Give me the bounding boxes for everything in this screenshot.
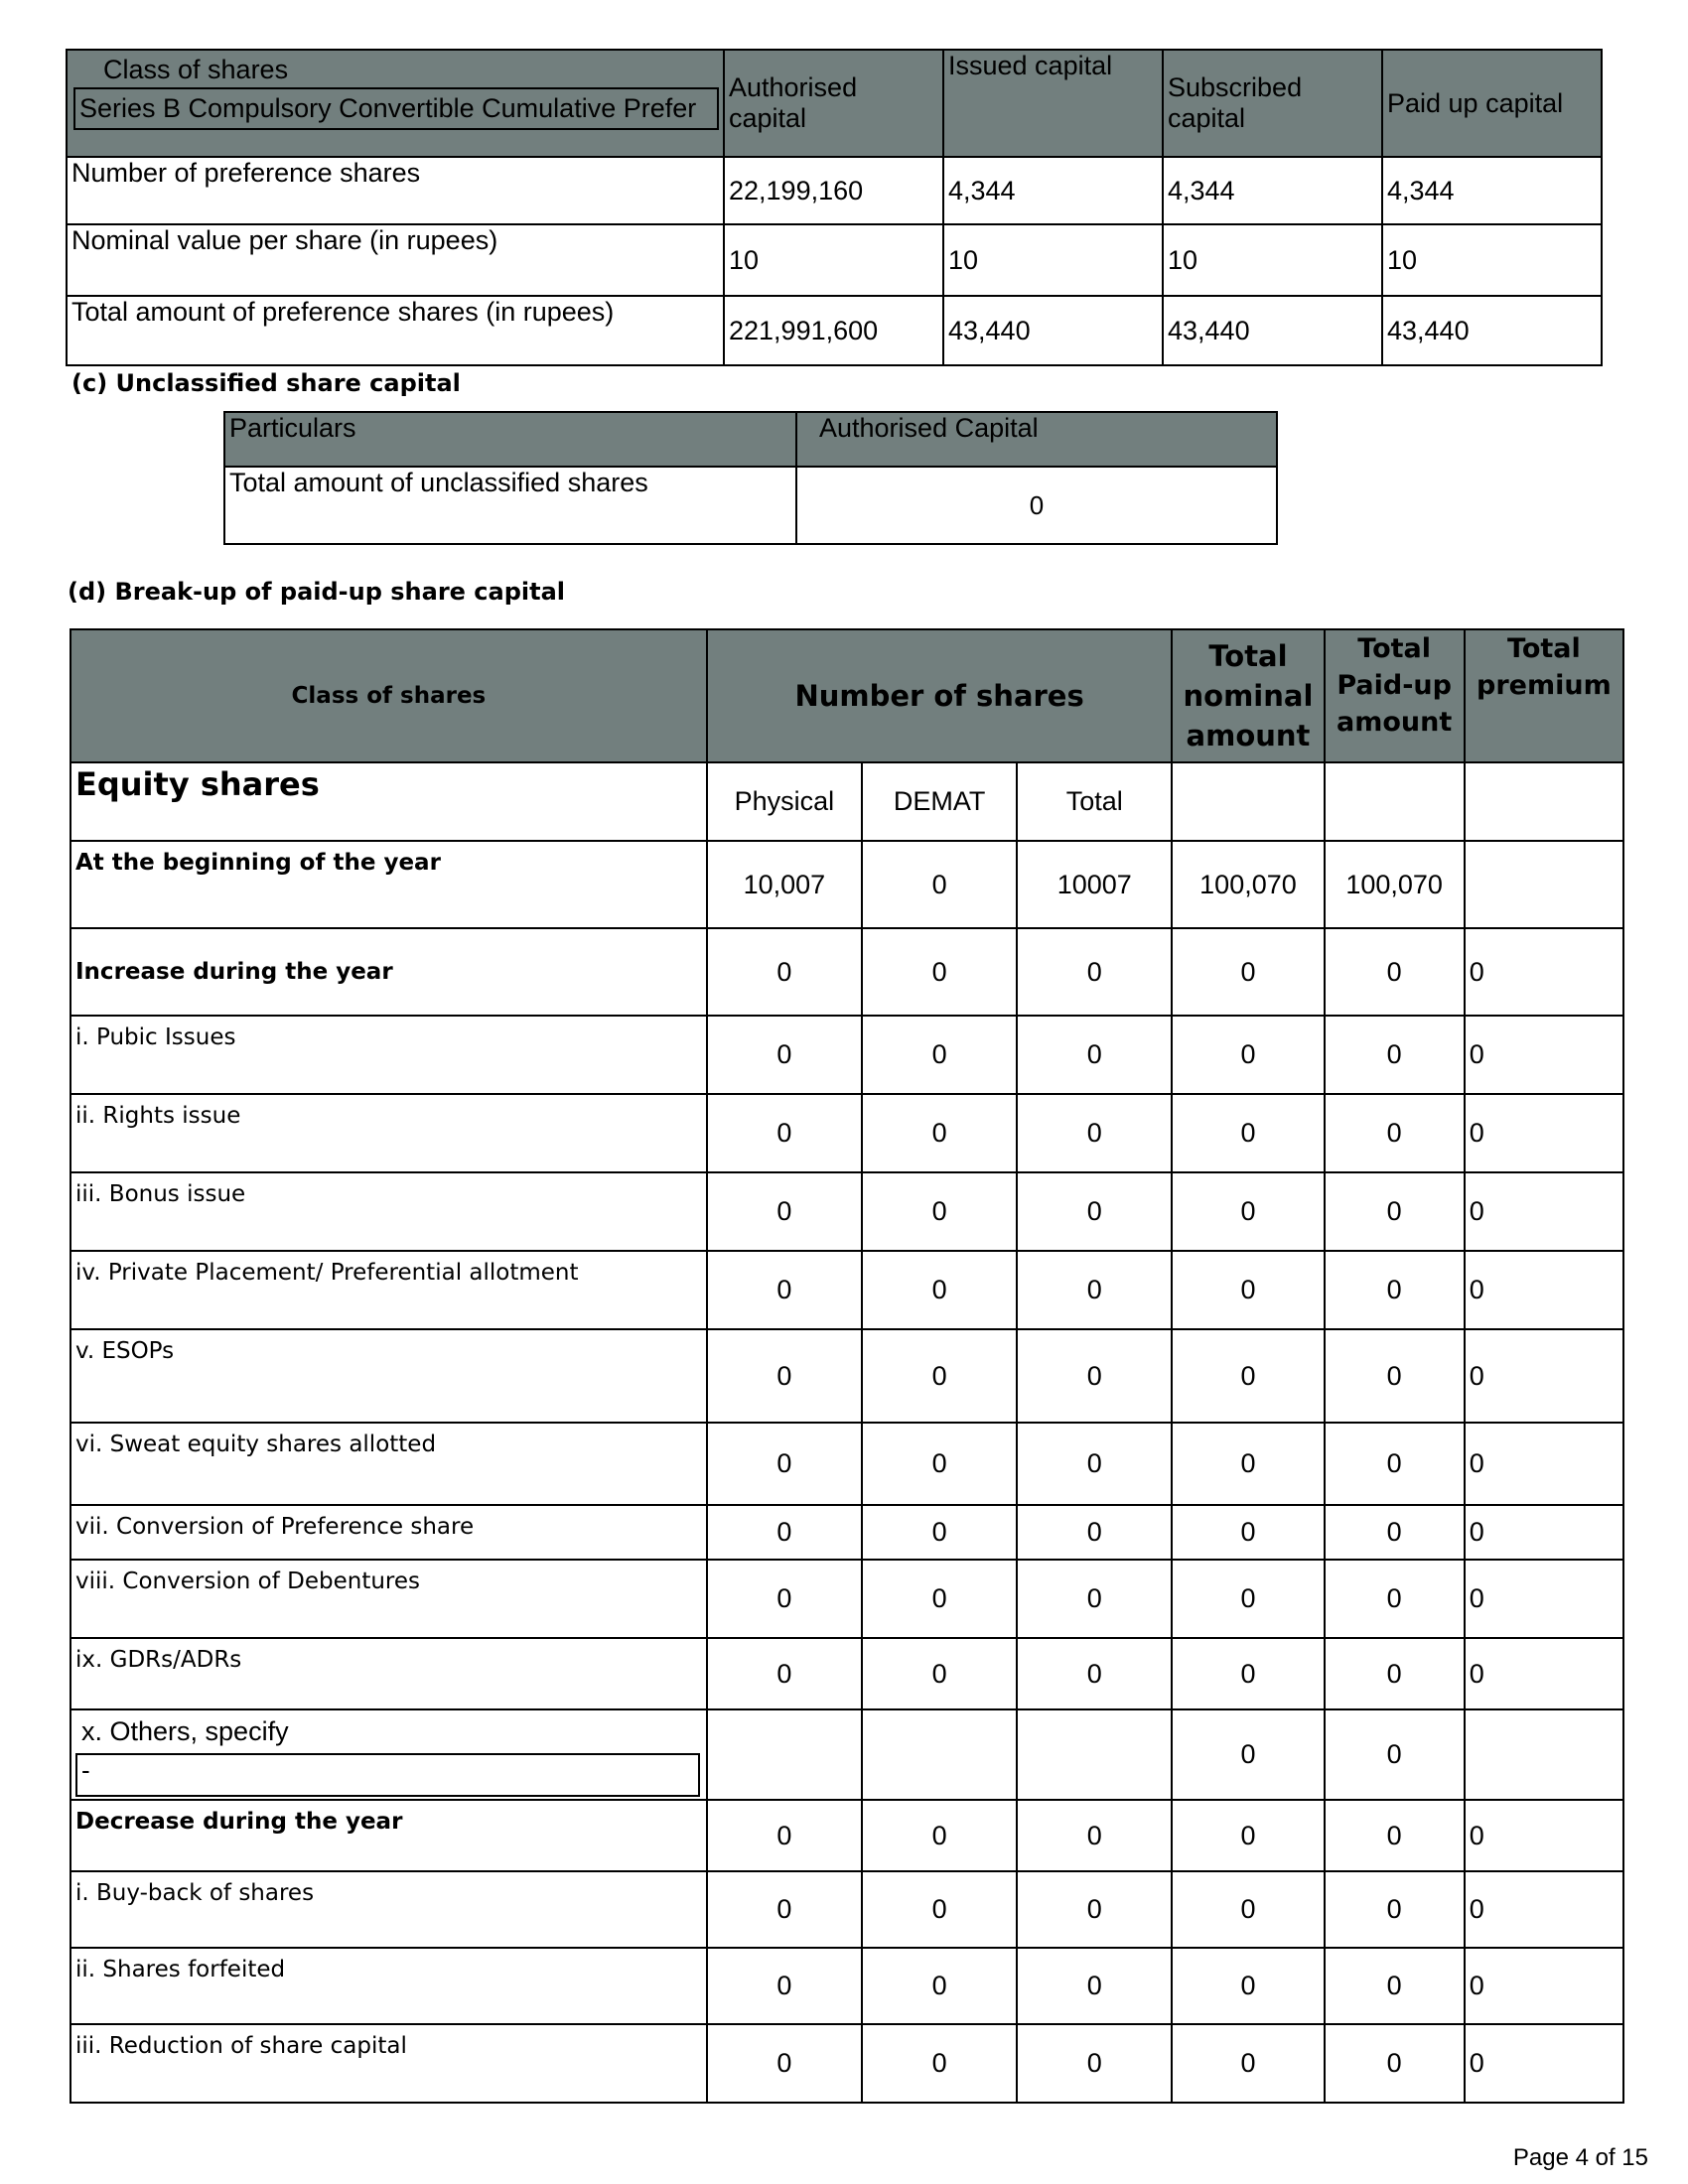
cell-value[interactable]: 0	[1325, 1172, 1465, 1251]
row-label: Increase during the year	[70, 928, 707, 1016]
cell-value[interactable]: 0	[862, 1871, 1017, 1948]
cell-value[interactable]: 0	[1325, 1560, 1465, 1638]
cell-value[interactable]: 0	[1325, 1800, 1465, 1871]
breakup-section-title: (d) Break-up of paid-up share capital	[68, 578, 566, 606]
cell-value[interactable]: 0	[1172, 1172, 1324, 1251]
row-label: ii. Rights issue	[70, 1094, 707, 1172]
cell-value[interactable]: 0	[1325, 928, 1465, 1016]
cell-value[interactable]	[1017, 1709, 1172, 1800]
table-row	[70, 1016, 1623, 1094]
authorised-capital-header: Authorised Capital	[796, 412, 1277, 467]
cell-value[interactable]: 0	[707, 1094, 862, 1172]
row-label: Total amount of preference shares (in rupees)	[67, 296, 724, 365]
cell-value[interactable]: 0	[1325, 2024, 1465, 2103]
table-row	[67, 157, 1602, 224]
cell-value[interactable]: 0	[1172, 1638, 1324, 1709]
cell-value[interactable]: 0	[1017, 1016, 1172, 1094]
cell-value[interactable]: 0	[1017, 1172, 1172, 1251]
preference-shares-table	[66, 49, 1603, 366]
page-number: Page 4 of 15	[1512, 2144, 1648, 2171]
others-row	[70, 1709, 1623, 1800]
cell-value[interactable]: 0	[707, 1505, 862, 1560]
cell-value[interactable]: 0	[1465, 1560, 1623, 1638]
row-label: i. Pubic Issues	[70, 1016, 707, 1094]
row-label: i. Buy-back of shares	[70, 1871, 707, 1948]
class-of-shares-value[interactable]: Series B Compulsory Convertible Cumulative Prefer	[73, 87, 719, 130]
cell-value[interactable]: 0	[1172, 1948, 1324, 2024]
cell-value[interactable]: 0	[862, 1172, 1017, 1251]
table-row	[67, 224, 1602, 296]
row-label: Nominal value per share (in rupees)	[67, 224, 724, 296]
cell-value[interactable]: 0	[1465, 1948, 1623, 2024]
cell-value[interactable]: 0	[1325, 1871, 1465, 1948]
cell-value[interactable]: 0	[1172, 1094, 1324, 1172]
equity-shares-row	[70, 762, 1623, 841]
table-row	[224, 467, 1277, 544]
cell-value[interactable]: 10	[1382, 224, 1602, 296]
issued-capital-header: Issued capital	[943, 50, 1163, 157]
cell-value[interactable]: 0	[1465, 1800, 1623, 1871]
cell-value[interactable]: 0	[1172, 1800, 1324, 1871]
table-row	[67, 296, 1602, 365]
cell-value[interactable]: 0	[1465, 1638, 1623, 1709]
cell-value[interactable]: 0	[1465, 1016, 1623, 1094]
total-paid-up-amount-header: Total Paid-up amount	[1325, 629, 1465, 762]
cell-value[interactable]: 0	[1172, 1505, 1324, 1560]
cell-value[interactable]: 0	[1172, 1016, 1324, 1094]
table-row	[70, 1329, 1623, 1423]
total-header: Total	[1017, 762, 1172, 841]
number-of-shares-header: Number of shares	[707, 629, 1173, 762]
cell-value[interactable]: 0	[1465, 1251, 1623, 1329]
cell-value[interactable]: 0	[1465, 2024, 1623, 2103]
unclassified-section-title: (c) Unclassified share capital	[71, 369, 461, 397]
equity-shares-label: Equity shares	[70, 762, 707, 841]
cell-value[interactable]: 0	[862, 1016, 1017, 1094]
breakup-header-row	[70, 629, 1623, 762]
table-row	[70, 2024, 1623, 2103]
subscribed-capital-header: Subscribed capital	[1163, 50, 1382, 157]
cell-value[interactable]: 0	[1172, 2024, 1324, 2103]
cell-value[interactable]: 100,070	[1325, 841, 1465, 928]
row-label: iii. Bonus issue	[70, 1172, 707, 1251]
table-row	[70, 1505, 1623, 1560]
physical-header: Physical	[707, 762, 862, 841]
cell-value[interactable]: 0	[862, 1505, 1017, 1560]
cell-value[interactable]: 0	[1172, 1423, 1324, 1505]
cell-value[interactable]: 0	[862, 928, 1017, 1016]
cell-value[interactable]: 0	[1465, 1871, 1623, 1948]
cell-value[interactable]: 0	[1017, 928, 1172, 1016]
cell-value[interactable]: 0	[1017, 1251, 1172, 1329]
cell-value[interactable]: 0	[1017, 1638, 1172, 1709]
cell-value[interactable]: 43,440	[1163, 296, 1382, 365]
cell-value[interactable]: 0	[1017, 1560, 1172, 1638]
cell-value[interactable]: 0	[1172, 928, 1324, 1016]
cell-value[interactable]: 0	[862, 1948, 1017, 2024]
cell-value[interactable]: 0	[1017, 1948, 1172, 2024]
others-cell	[70, 1709, 707, 1800]
cell-value[interactable]: 43,440	[1382, 296, 1602, 365]
cell-value[interactable]: 0	[1325, 1709, 1465, 1800]
cell-value[interactable]: 0	[862, 1800, 1017, 1871]
breakup-table	[70, 628, 1624, 2104]
others-label: x. Others, specify	[81, 1716, 289, 1746]
cell-value[interactable]: 0	[1017, 1094, 1172, 1172]
cell-value[interactable]: 0	[1017, 1800, 1172, 1871]
unclassified-header-row	[224, 412, 1277, 467]
total-nominal-amount-header: Total nominal amount	[1172, 629, 1324, 762]
cell-value[interactable]: 0	[1172, 1560, 1324, 1638]
table-row	[70, 1251, 1623, 1329]
preference-header-row	[67, 50, 1602, 157]
cell-value[interactable]: 0	[1465, 1329, 1623, 1423]
cell-value[interactable]: 10007	[1017, 841, 1172, 928]
cell-value[interactable]: 4,344	[943, 157, 1163, 224]
cell-value[interactable]: 221,991,600	[724, 296, 943, 365]
row-label: iii. Reduction of share capital	[70, 2024, 707, 2103]
row-label: v. ESOPs	[70, 1329, 707, 1423]
cell-value[interactable]: 0	[862, 1329, 1017, 1423]
cell-value[interactable]: 10,007	[707, 841, 862, 928]
cell-value[interactable]: 43,440	[943, 296, 1163, 365]
paid-up-capital-header: Paid up capital	[1382, 50, 1602, 157]
cell-value[interactable]: 0	[707, 2024, 862, 2103]
cell-value[interactable]: 0	[707, 928, 862, 1016]
others-specify-input[interactable]: -	[75, 1753, 700, 1797]
cell-value[interactable]	[1465, 841, 1623, 928]
demat-header: DEMAT	[862, 762, 1017, 841]
cell-value[interactable]: 0	[707, 1638, 862, 1709]
cell-value[interactable]: 10	[943, 224, 1163, 296]
class-of-shares-header: Class of shares	[70, 629, 707, 762]
row-label: Total amount of unclassified shares	[224, 467, 796, 544]
cell-value[interactable]: 0	[1325, 1948, 1465, 2024]
class-of-shares-cell	[67, 50, 724, 157]
class-of-shares-label: Class of shares	[103, 55, 289, 84]
table-row	[70, 1094, 1623, 1172]
cell-value[interactable]: 4,344	[1163, 157, 1382, 224]
cell-value[interactable]: 0	[707, 1329, 862, 1423]
cell-value[interactable]: 0	[707, 1800, 862, 1871]
unclassified-value[interactable]: 0	[796, 467, 1277, 544]
cell-value[interactable]: 0	[1465, 1094, 1623, 1172]
cell-value[interactable]: 100,070	[1172, 841, 1324, 928]
increase-row	[70, 928, 1623, 1016]
cell-value[interactable]: 10	[1163, 224, 1382, 296]
cell-value[interactable]: 0	[1172, 1251, 1324, 1329]
row-label: At the beginning of the year	[70, 841, 707, 928]
cell-value[interactable]: 0	[1017, 1871, 1172, 1948]
cell-value[interactable]: 0	[1325, 1505, 1465, 1560]
row-label: ix. GDRs/ADRs	[70, 1638, 707, 1709]
authorised-capital-header: Authorised capital	[724, 50, 943, 157]
row-label: viii. Conversion of Debentures	[70, 1560, 707, 1638]
cell-value[interactable]: 0	[1172, 1329, 1324, 1423]
cell-value[interactable]: 0	[707, 1251, 862, 1329]
cell-value[interactable]: 0	[1017, 1423, 1172, 1505]
beginning-of-year-row	[70, 841, 1623, 928]
cell-value[interactable]: 0	[1172, 1871, 1324, 1948]
row-label: iv. Private Placement/ Preferential allotment	[70, 1251, 707, 1329]
row-label: vi. Sweat equity shares allotted	[70, 1423, 707, 1505]
cell-value[interactable]	[862, 1709, 1017, 1800]
cell-value[interactable]: 0	[707, 1560, 862, 1638]
cell-value[interactable]: 0	[1017, 2024, 1172, 2103]
cell-value[interactable]: 0	[1172, 1709, 1324, 1800]
cell-value[interactable]: 0	[1325, 1251, 1465, 1329]
cell-value[interactable]: 0	[707, 1016, 862, 1094]
cell-value[interactable]: 0	[1465, 1505, 1623, 1560]
cell-value[interactable]: 0	[1325, 1329, 1465, 1423]
total-premium-header: Total premium	[1465, 629, 1623, 762]
table-row	[70, 1172, 1623, 1251]
cell-value[interactable]: 0	[1325, 1016, 1465, 1094]
table-row	[70, 1423, 1623, 1505]
cell-value[interactable]: 0	[707, 1948, 862, 2024]
cell-value[interactable]: 0	[862, 1638, 1017, 1709]
cell-value[interactable]	[707, 1709, 862, 1800]
row-label: vii. Conversion of Preference share	[70, 1505, 707, 1560]
cell-value[interactable]: 0	[862, 1251, 1017, 1329]
particulars-header: Particulars	[224, 412, 796, 467]
cell-value[interactable]: 0	[1017, 1329, 1172, 1423]
cell-value[interactable]: 0	[707, 1871, 862, 1948]
cell-value[interactable]: 0	[1465, 1423, 1623, 1505]
table-row	[70, 1638, 1623, 1709]
table-row	[70, 1560, 1623, 1638]
cell-value[interactable]: 0	[1017, 1505, 1172, 1560]
cell-value[interactable]: 0	[862, 1094, 1017, 1172]
cell-value[interactable]: 0	[1325, 1423, 1465, 1505]
decrease-row	[70, 1800, 1623, 1871]
cell-value[interactable]: 0	[707, 1172, 862, 1251]
row-label: Number of preference shares	[67, 157, 724, 224]
table-row	[70, 1871, 1623, 1948]
cell-value[interactable]: 0	[1465, 1172, 1623, 1251]
cell-value[interactable]: 0	[1325, 1638, 1465, 1709]
row-label: ii. Shares forfeited	[70, 1948, 707, 2024]
cell-value[interactable]: 22,199,160	[724, 157, 943, 224]
cell-value[interactable]: 0	[862, 1423, 1017, 1505]
cell-value[interactable]: 0	[862, 1560, 1017, 1638]
row-label: Decrease during the year	[70, 1800, 707, 1871]
cell-value[interactable]: 0	[862, 2024, 1017, 2103]
cell-value[interactable]: 4,344	[1382, 157, 1602, 224]
table-row	[70, 1948, 1623, 2024]
cell-value[interactable]: 0	[707, 1423, 862, 1505]
cell-value[interactable]: 0	[1465, 928, 1623, 1016]
unclassified-table	[223, 411, 1278, 545]
cell-value[interactable]: 10	[724, 224, 943, 296]
cell-value[interactable]	[1465, 1709, 1623, 1800]
cell-value[interactable]: 0	[862, 841, 1017, 928]
cell-value[interactable]: 0	[1325, 1094, 1465, 1172]
